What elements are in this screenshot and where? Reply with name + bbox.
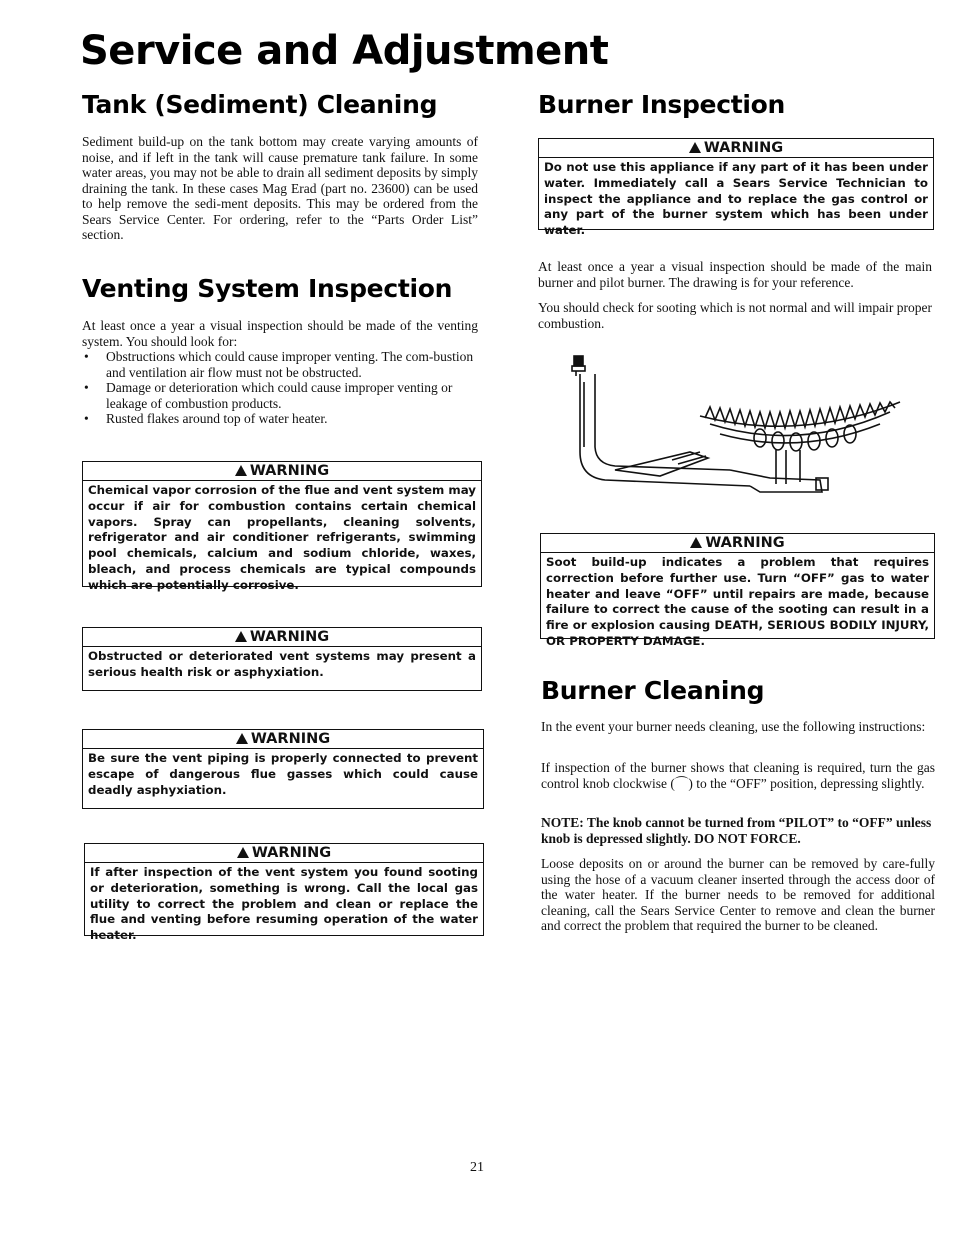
burner-inspection-text-2: You should check for sooting which is not normal and will impair proper combustion. (538, 300, 932, 331)
warning-label: WARNING (703, 140, 784, 156)
warning-triangle-icon (237, 847, 249, 858)
tank-cleaning-heading: Tank (Sediment) Cleaning (82, 90, 438, 119)
warning-header (83, 730, 483, 749)
warning-label: WARNING (250, 731, 331, 747)
warning-text: Chemical vapor corrosion of the flue and vent system may occur if air for combustion contains certain chemical vapors. Spray can propellants, cleaning solvents, refrigerator and air conditioner refrigerants, swimming pool chemicals, calcium and sodium chloride, waxes, bleach, and process chemicals are typical compounds which are potentially corrosive. (88, 483, 476, 592)
warning-label: WARNING (705, 535, 785, 551)
warning-triangle-icon (690, 537, 702, 548)
warning-text: Soot build-up indicates a problem that requires correction before further use. Turn “OFF” gas to water heater and leave “OFF” until repairs are made, because failure to correct the cause of the sooting can result in a fire or explosion causing DEATH, SERIOUS BODILY INJURY, OR PROPERTY DAMAGE. (546, 555, 929, 648)
warning-text: If after inspection of the vent system you found sooting or deterioration, something is wrong. Call the local gas utility to correct the problem and clean or replace the flue and venting before resuming operation of the water heater. (90, 865, 478, 943)
warning-box-chemical-vapor (82, 461, 482, 592)
warning-header (85, 844, 483, 863)
burner-cleaning-text-3: Loose deposits on or around the burner can be removed by care-fully using the hose of a vacuum cleaner inserted through the access door of the water heater. If the burner needs to be removed for additional cleaning, call the Sears Service Center to remove and clean the burner and correct the problem that required the burner to be cleaned. (541, 856, 935, 933)
warning-header (541, 534, 934, 553)
warning-label: WARNING (249, 463, 330, 479)
warning-box-vent-piping (82, 729, 484, 809)
warning-label: WARNING (251, 845, 332, 861)
warning-header (83, 462, 481, 481)
warning-text: Be sure the vent piping is properly connected to prevent escape of dangerous flue gasses which could cause deadly asphyxiation. (88, 751, 478, 797)
warning-text: Do not use this appliance if any part of it has been under water. Immediately call a Sears Service Technician to inspect the appliance and to replace the gas control or any part of the burner system which has been under water. (544, 160, 928, 238)
burner-cleaning-text-2: If inspection of the burner shows that cleaning is required, turn the gas control knob clockwise (⌒) to the “OFF” position, depressing slightly. (541, 760, 935, 791)
checklist-item: • Rusted flakes around top of water heater. (82, 411, 478, 427)
warning-triangle-icon (235, 631, 247, 642)
burner-inspection-heading: Burner Inspection (538, 90, 786, 119)
venting-checklist (82, 349, 478, 427)
warning-box-under-water (538, 138, 934, 238)
checklist-item: • Obstructions which could cause improper venting. The com-bustion and ventilation air flow must not be obstructed. (82, 349, 478, 380)
venting-heading: Venting System Inspection (82, 274, 453, 303)
warning-triangle-icon (236, 733, 248, 744)
warning-box-sooting (84, 843, 484, 943)
burner-assembly-drawing (560, 352, 930, 512)
burner-cleaning-note: NOTE: The knob cannot be turned from “PILOT” to “OFF” unless knob is depressed slightly. DO NOT FORCE. (541, 815, 932, 846)
checklist-item: • Damage or deterioration which could cause improper venting or leakage of combustion products. (82, 380, 478, 411)
burner-inspection-text-1: At least once a year a visual inspection should be made of the main burner and pilot burner. The drawing is for your reference. (538, 259, 932, 290)
warning-triangle-icon (689, 142, 701, 153)
page-number: 21 (470, 1160, 484, 1175)
tank-cleaning-text: Sediment build-up on the tank bottom may create varying amounts of noise, and if left in the tank will cause premature tank failure. In some water areas, you may not be able to drain all sediment deposits by simply draining the tank. In these cases Mag Erad (part no. 23600) can be used to help remove the sedi-ment deposits. This may be ordered from the Sears Service Center. For ordering, refer to the “Parts Order List” section. (82, 134, 478, 242)
warning-box-obstructed-vent (82, 627, 482, 691)
warning-label: WARNING (249, 629, 330, 645)
page-title: Service and Adjustment (80, 28, 609, 74)
burner-cleaning-text-1: In the event your burner needs cleaning, use the following instructions: (541, 719, 926, 734)
warning-triangle-icon (235, 465, 247, 476)
warning-header (83, 628, 481, 647)
venting-intro: At least once a year a visual inspection should be made of the venting system. You should look for: (82, 318, 478, 349)
warning-box-soot (540, 533, 935, 648)
burner-cleaning-heading: Burner Cleaning (541, 676, 765, 705)
warning-header (539, 139, 933, 158)
warning-text: Obstructed or deteriorated vent systems may present a serious health risk or asphyxiation. (88, 649, 476, 679)
